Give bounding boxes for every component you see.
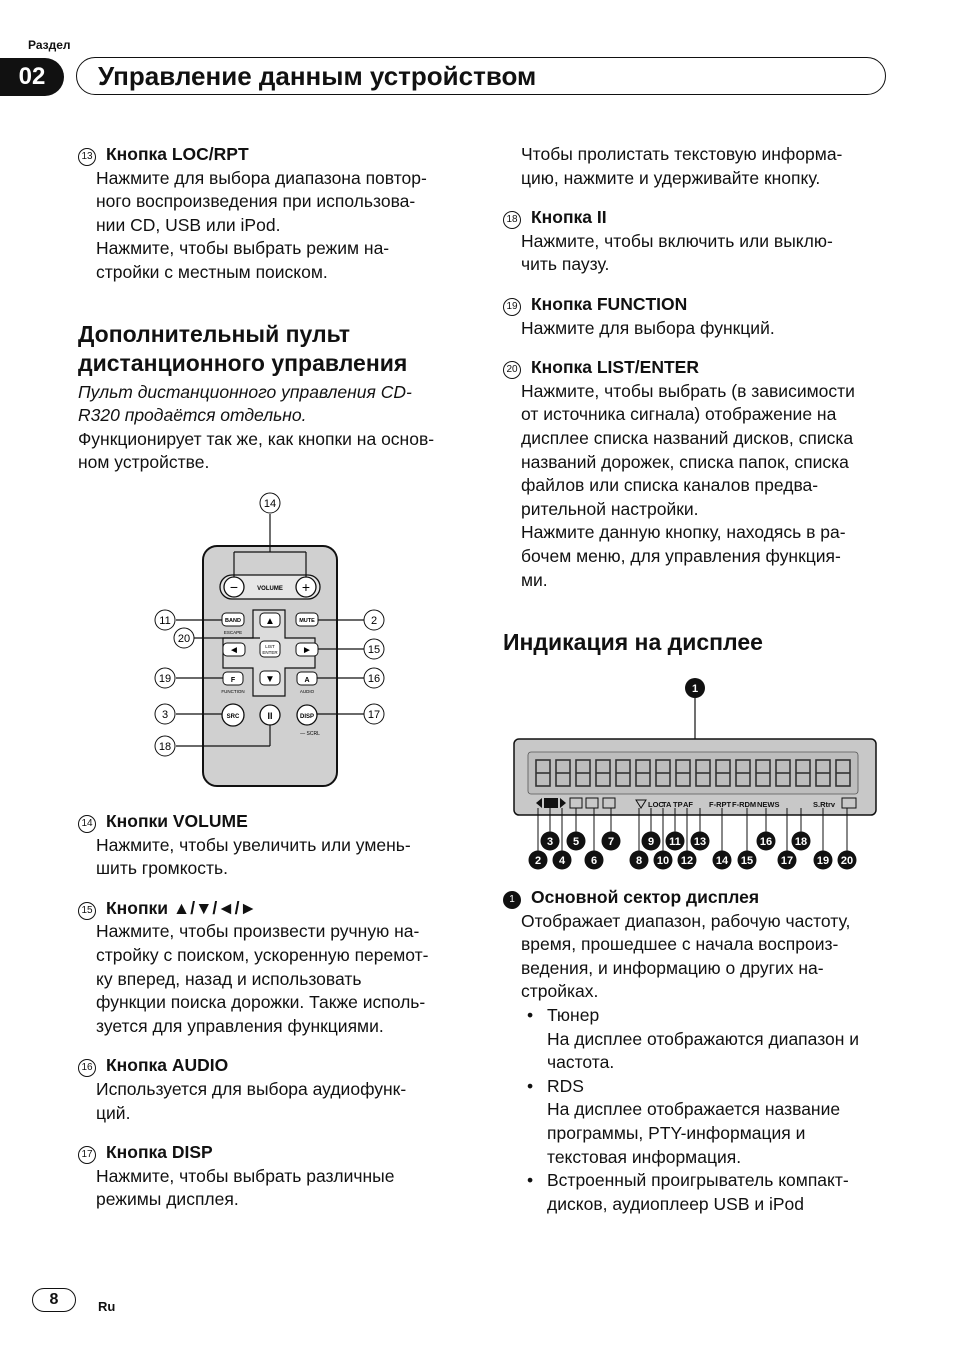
bullet-rds: • RDS xyxy=(527,1075,584,1096)
bullet-cd: • Встроенный проигрыватель компакт- xyxy=(527,1170,849,1191)
bullet-tuner: • Тюнер xyxy=(527,1004,600,1025)
bullet-tuner-body: На дисплее отображаются диапазон и частота. xyxy=(547,1028,860,1073)
item-heading-1: 1 Основной сектор дисплея xyxy=(503,886,903,910)
svg-text:17: 17 xyxy=(367,709,381,721)
svg-text:F-RDM: F-RDM xyxy=(732,800,757,809)
left-column-lower xyxy=(78,810,478,1212)
svg-text:F-RPT: F-RPT xyxy=(709,800,732,809)
svg-text:NEWS: NEWS xyxy=(757,800,780,809)
item-heading-20: 20 Кнопка LIST/ENTER xyxy=(503,356,903,380)
remote-heading: Дополнительный пульт дистанционного управления xyxy=(78,320,408,376)
display-callout-label: 18 xyxy=(794,836,808,848)
remote-control-illustration xyxy=(150,488,390,790)
svg-text:15: 15 xyxy=(367,644,381,656)
item-body-13: Нажмите для выбора диапазона повтор- ного воспроизведения при использова- нии CD, USB или iPod. Нажмите, чтобы выбрать режим на- стройки с местным поиском. xyxy=(96,167,427,282)
svg-text:20: 20 xyxy=(177,633,191,645)
svg-text:FUNCTION: FUNCTION xyxy=(221,689,245,694)
display-callout-label: 7 xyxy=(607,836,615,848)
svg-text:II: II xyxy=(267,711,273,721)
continued-text: Чтобы пролистать текстовую информа- цию, нажмите и удерживайте кнопку. xyxy=(521,144,843,188)
svg-text:−: − xyxy=(229,579,239,595)
svg-text:▼: ▼ xyxy=(265,674,275,685)
svg-text:16: 16 xyxy=(367,673,381,685)
item-body-15: Нажмите, чтобы произвести ручную на- стройку с поиском, ускоренную перемот- ку вперед, назад и использовать функции поиска дорожки. Также исполь- зуется для управления функциями. xyxy=(96,921,429,1036)
svg-text:MUTE: MUTE xyxy=(299,618,315,624)
page-number: 8 xyxy=(32,1288,76,1312)
svg-text:SRC: SRC xyxy=(226,714,240,720)
svg-text:LIST: LIST xyxy=(265,644,275,649)
remote-description: Функционирует так же, как кнопки на основ- ном устройстве. xyxy=(78,428,435,473)
display-callout-label: 16 xyxy=(759,836,773,848)
svg-text:VOLUME: VOLUME xyxy=(257,586,283,592)
svg-text:BAND: BAND xyxy=(225,618,241,624)
svg-text:2: 2 xyxy=(370,615,378,627)
item-body-14: Нажмите, чтобы увеличить или умень- шить громкость. xyxy=(96,834,411,879)
right-column-lower xyxy=(503,886,903,1216)
display-illustration xyxy=(500,674,890,874)
bullet-cd-body: дисков, аудиоплеер USB и iPod xyxy=(547,1193,805,1214)
svg-text:A: A xyxy=(304,677,310,684)
svg-text:▲: ▲ xyxy=(265,616,275,627)
svg-text:DISP: DISP xyxy=(299,714,315,720)
display-callout-label: 19 xyxy=(816,855,830,867)
item-heading-19: 19 Кнопка FUNCTION xyxy=(503,293,903,317)
bullet-rds-body: На дисплее отображается название программы, PTY-информация и текстовая информация. xyxy=(547,1099,841,1167)
right-column xyxy=(503,143,903,657)
item-heading-18: 18 Кнопка II xyxy=(503,206,903,230)
callout-circles xyxy=(529,832,857,870)
left-column xyxy=(78,143,478,475)
display-callout-label: 15 xyxy=(740,855,754,867)
item-body-20: Нажмите, чтобы выбрать (в зависимости от источника сигнала) отображение на дисплее списка названий дисков, списка названий дорожек, списка папок, списка файлов или списка каналов предва- рительной настройки. Нажмите данную кнопку, находясь в ра- бочем меню, для управления функция- ми. xyxy=(521,380,855,590)
display-callout-label: 17 xyxy=(780,855,794,867)
svg-text:3: 3 xyxy=(161,709,169,721)
svg-text:ESCAPE: ESCAPE xyxy=(223,630,243,635)
display-callout-label: 8 xyxy=(635,855,643,867)
svg-text:S.Rtrv: S.Rtrv xyxy=(813,800,836,809)
item-body-1: Отображает диапазон, рабочую частоту, время, прошедшее с начала воспроиз- ведения, и информацию о других на- стройках. xyxy=(521,910,851,1002)
svg-text:— SCRL: — SCRL xyxy=(300,731,320,737)
display-callout-label: 2 xyxy=(534,855,542,867)
display-heading: Индикация на дисплее xyxy=(503,629,763,656)
item-body-19: Нажмите для выбора функций. xyxy=(521,317,775,338)
svg-text:1: 1 xyxy=(691,683,699,695)
item-heading-15: 15 Кнопки ▲/▼/◄/► xyxy=(78,897,478,921)
section-number-badge: 02 xyxy=(0,58,64,96)
svg-text:ENTER: ENTER xyxy=(262,650,278,655)
display-callout-label: 9 xyxy=(647,836,655,848)
display-callout-label: 20 xyxy=(840,855,854,867)
display-callout-label: 12 xyxy=(680,855,694,867)
display-callout-label: 10 xyxy=(656,855,670,867)
item-heading-13: 13 Кнопка LOC/RPT xyxy=(78,143,478,167)
svg-text:LOC: LOC xyxy=(648,800,664,809)
svg-text:14: 14 xyxy=(263,498,277,510)
display-callout-label: 6 xyxy=(590,855,598,867)
svg-text:F: F xyxy=(230,677,236,684)
page-title: Управление данным устройством xyxy=(98,61,537,91)
display-callout-label: 14 xyxy=(715,855,729,867)
svg-text:11: 11 xyxy=(159,615,171,627)
svg-text:►: ► xyxy=(302,645,312,656)
svg-text:AF: AF xyxy=(683,800,693,809)
svg-text:AUDIO: AUDIO xyxy=(299,689,315,694)
svg-text:TP: TP xyxy=(673,800,683,809)
svg-text:+: + xyxy=(301,579,311,595)
svg-text:TA: TA xyxy=(662,800,672,809)
item-body-16: Используется для выбора аудиофунк- ций. xyxy=(96,1078,407,1123)
language-code: Ru xyxy=(98,1299,116,1314)
item-body-17: Нажмите, чтобы выбрать различные режимы дисплея. xyxy=(96,1165,395,1210)
display-callout-label: 13 xyxy=(693,836,707,848)
display-callout-label: 11 xyxy=(669,836,681,848)
svg-text:◄: ◄ xyxy=(229,645,239,656)
item-heading-14: 14 Кнопки VOLUME xyxy=(78,810,478,834)
item-heading-17: 17 Кнопка DISP xyxy=(78,1141,478,1165)
display-callout-label: 4 xyxy=(558,855,566,867)
svg-text:19: 19 xyxy=(158,673,172,685)
item-body-18: Нажмите, чтобы включить или выклю- чить паузу. xyxy=(521,230,833,275)
svg-text:18: 18 xyxy=(158,741,172,753)
display-callout-label: 3 xyxy=(546,836,554,848)
display-callout-label: 5 xyxy=(572,836,580,848)
remote-note: Пульт дистанционного управления CD- R320 продаётся отдельно. xyxy=(78,381,412,426)
item-heading-16: 16 Кнопка AUDIO xyxy=(78,1054,478,1078)
section-label: Раздел xyxy=(28,38,71,52)
